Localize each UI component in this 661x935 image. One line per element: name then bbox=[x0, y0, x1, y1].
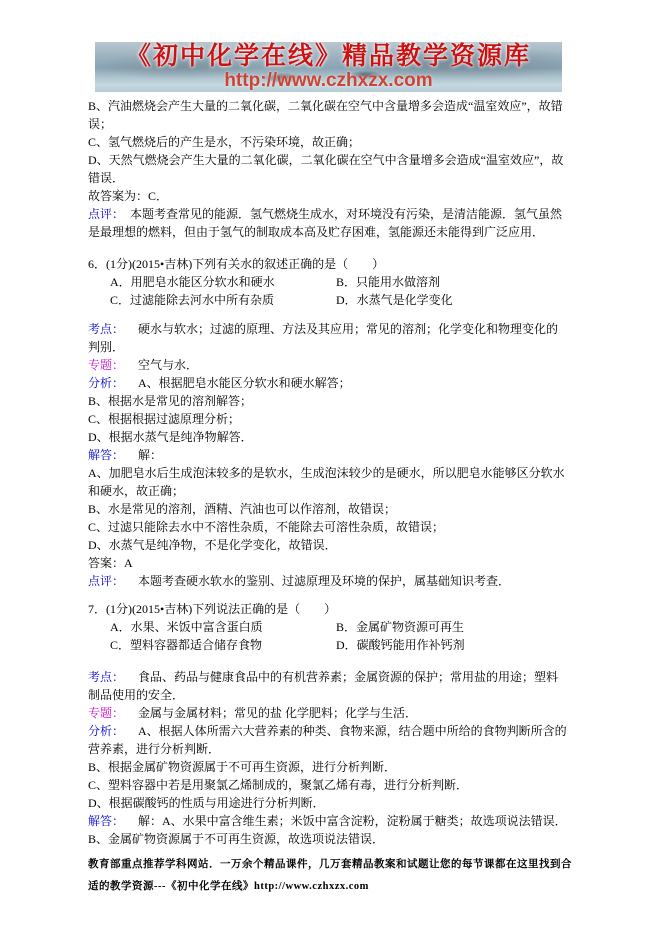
analysis bbox=[88, 374, 570, 392]
question-6-title-text: 6．(1分)(2015•吉林)下列有关水的叙述正确的是（ ） bbox=[88, 257, 385, 271]
option-item: D．碳酸钙能用作补钙剂 bbox=[336, 638, 465, 652]
options-row bbox=[88, 291, 570, 309]
document-content bbox=[88, 97, 570, 848]
solution-line-b bbox=[88, 500, 570, 518]
test-points bbox=[88, 668, 570, 704]
answer-line-b bbox=[88, 97, 570, 133]
label-gap bbox=[124, 716, 138, 717]
analysis-label: 分析： bbox=[88, 724, 125, 738]
analysis-line-d-text: D、根据水蒸气是纯净物解答． bbox=[88, 430, 253, 444]
solution-line-c bbox=[88, 518, 570, 536]
option-item: D．水蒸气是化学变化 bbox=[336, 293, 453, 307]
options-row bbox=[88, 273, 570, 291]
topic-label: 专题： bbox=[88, 358, 125, 372]
test-points-text: 硬水与软水；过滤的原理、方法及其应用；常见的溶剂；化学变化和物理变化的判别． bbox=[88, 322, 559, 354]
solution-line-a bbox=[88, 464, 570, 500]
solution-label: 解答： bbox=[88, 814, 125, 828]
topic bbox=[88, 356, 570, 374]
block-spacer bbox=[88, 241, 570, 255]
option-item: B．只能用水做溶剂 bbox=[336, 275, 441, 289]
banner-title: 《初中化学在线》精品教学资源库 bbox=[125, 43, 531, 70]
block-spacer bbox=[88, 654, 570, 668]
analysis-line-b-text: B、根据金属矿物资源属于不可再生资源，进行分析判断． bbox=[88, 760, 397, 774]
solution-text: 解： bbox=[138, 448, 163, 462]
question-7-title-text: 7．(1分)(2015•吉林)下列说法正确的是（ ） bbox=[88, 602, 337, 616]
answer-line-text: 答案：A bbox=[88, 556, 133, 570]
question-6-title bbox=[88, 255, 570, 273]
analysis-line-c-text: C、塑料容器中若是用聚氯乙烯制成的，聚氯乙烯有毒，进行分析判断． bbox=[88, 778, 469, 792]
comment bbox=[88, 205, 570, 241]
answer-line-c bbox=[88, 133, 570, 151]
label-gap bbox=[124, 824, 138, 825]
label-gap bbox=[124, 458, 138, 459]
analysis bbox=[88, 722, 570, 758]
solution-line-c-text: C、过滤只能除去水中不溶性杂质，不能除去可溶性杂质，故错误； bbox=[88, 520, 445, 534]
answer-line-c-text: C、氢气燃烧后的产生是水，不污染环境，故正确； bbox=[88, 135, 361, 149]
block-spacer bbox=[88, 309, 570, 320]
solution-text: 解：A、水果中富含维生素；米饭中富含淀粉，淀粉属于糖类；故选项说法错误． bbox=[138, 814, 567, 828]
answer-line bbox=[88, 554, 570, 572]
answer-line-d bbox=[88, 151, 570, 187]
solution-line-b-text: B、金属矿物资源属于不可再生资源，故选项说法错误． bbox=[88, 832, 385, 846]
analysis-text: A、根据肥皂水能区分软水和硬水解答； bbox=[138, 376, 351, 390]
solution-line-d-text: D、水蒸气是纯净物，不是化学变化，故错误． bbox=[88, 538, 337, 552]
solution-line-b-text: B、水是常见的溶剂，酒精、汽油也可以作溶剂，故错误； bbox=[88, 502, 397, 516]
option-item: A．用肥皂水能区分软水和硬水 bbox=[110, 275, 275, 289]
analysis-line-b-text: B、根据水是常见的溶剂解答； bbox=[88, 394, 253, 408]
final-answer-line bbox=[88, 187, 570, 205]
label-gap bbox=[124, 584, 138, 585]
solution bbox=[88, 812, 570, 830]
comment bbox=[88, 572, 570, 590]
options-row bbox=[88, 636, 570, 654]
question-7-title bbox=[88, 600, 570, 618]
solution bbox=[88, 446, 570, 464]
analysis-text: A、根据人体所需六大营养素的种类、食物来源，结合题中所给的食物判断所含的营养素，进行分析判断． bbox=[88, 724, 567, 756]
label-gap bbox=[124, 680, 138, 681]
answer-line-d-text: D、天然气燃烧会产生大量的二氧化碳，二氧化碳在空气中含量增多会造成“温室效应”，故错误． bbox=[88, 153, 564, 185]
final-answer-line-text: 故答案为：C． bbox=[88, 189, 169, 203]
options-row bbox=[88, 618, 570, 636]
option-item: B．金属矿物资源可再生 bbox=[336, 620, 465, 634]
solution-line-b bbox=[88, 830, 570, 848]
site-banner bbox=[95, 42, 562, 92]
topic-text: 空气与水． bbox=[138, 358, 199, 372]
analysis-line-d bbox=[88, 428, 570, 446]
option-item: A．水果、米饭中富含蛋白质 bbox=[110, 620, 263, 634]
test-points-text: 食品、药品与健康食品中的有机营养素；金属资源的保护；常用盐的用途；塑料制品使用的安全． bbox=[88, 670, 559, 702]
comment-text: 本题考查硬水软水的鉴别、过滤原理及环境的保护，属基础知识考查． bbox=[138, 574, 511, 588]
analysis-line-c bbox=[88, 776, 570, 794]
analysis-line-d-text: D、根据碳酸钙的性质与用途进行分析判断． bbox=[88, 796, 325, 810]
label-gap bbox=[124, 368, 138, 369]
block-spacer bbox=[88, 590, 570, 600]
solution-line-d bbox=[88, 536, 570, 554]
topic-label: 专题： bbox=[88, 706, 125, 720]
topic-text: 金属与金属材料；常见的盐 化学肥料；化学与生活． bbox=[138, 706, 418, 720]
test-points bbox=[88, 320, 570, 356]
page-footer bbox=[88, 854, 576, 898]
comment-label: 点评： bbox=[88, 207, 125, 221]
topic bbox=[88, 704, 570, 722]
label-gap bbox=[124, 386, 138, 387]
comment-text: 本题考查常见的能源．氢气燃烧生成水，对环境没有污染，是清洁能源．氢气虽然是最理想的燃料，但由于氢气的制取成本高及贮存困难，氢能源还未能得到广泛应用． bbox=[88, 207, 563, 239]
option-item: C．过滤能除去河水中所有杂质 bbox=[110, 293, 275, 307]
solution-label: 解答： bbox=[88, 448, 125, 462]
banner-url: http://www.czhxzx.com bbox=[224, 70, 433, 91]
footer-text: 教育部重点推荐学科网站．一万余个精品课件，几万套精品教案和试题让您的每节课都在这里找到合适的教学资源---《初中化学在线》http://www.czhxzx.com bbox=[88, 859, 572, 892]
label-gap bbox=[124, 332, 138, 333]
analysis-line-b bbox=[88, 392, 570, 410]
analysis-label: 分析： bbox=[88, 376, 125, 390]
test-points-label: 考点： bbox=[88, 322, 125, 336]
option-item: C．塑料容器都适合储存食物 bbox=[110, 638, 263, 652]
analysis-line-c-text: C、根据根据过滤原理分析； bbox=[88, 412, 241, 426]
test-points-label: 考点： bbox=[88, 670, 125, 684]
label-gap bbox=[124, 734, 138, 735]
analysis-line-d bbox=[88, 794, 570, 812]
answer-line-b-text: B、汽油燃烧会产生大量的二氧化碳，二氧化碳在空气中含量增多会造成“温室效应”，故错误； bbox=[88, 99, 563, 131]
analysis-line-c bbox=[88, 410, 570, 428]
analysis-line-b bbox=[88, 758, 570, 776]
comment-label: 点评： bbox=[88, 574, 125, 588]
solution-line-a-text: A、加肥皂水后生成泡沫较多的是软水，生成泡沫较少的是硬水，所以肥皂水能够区分软水和硬水，故正确； bbox=[88, 466, 565, 498]
